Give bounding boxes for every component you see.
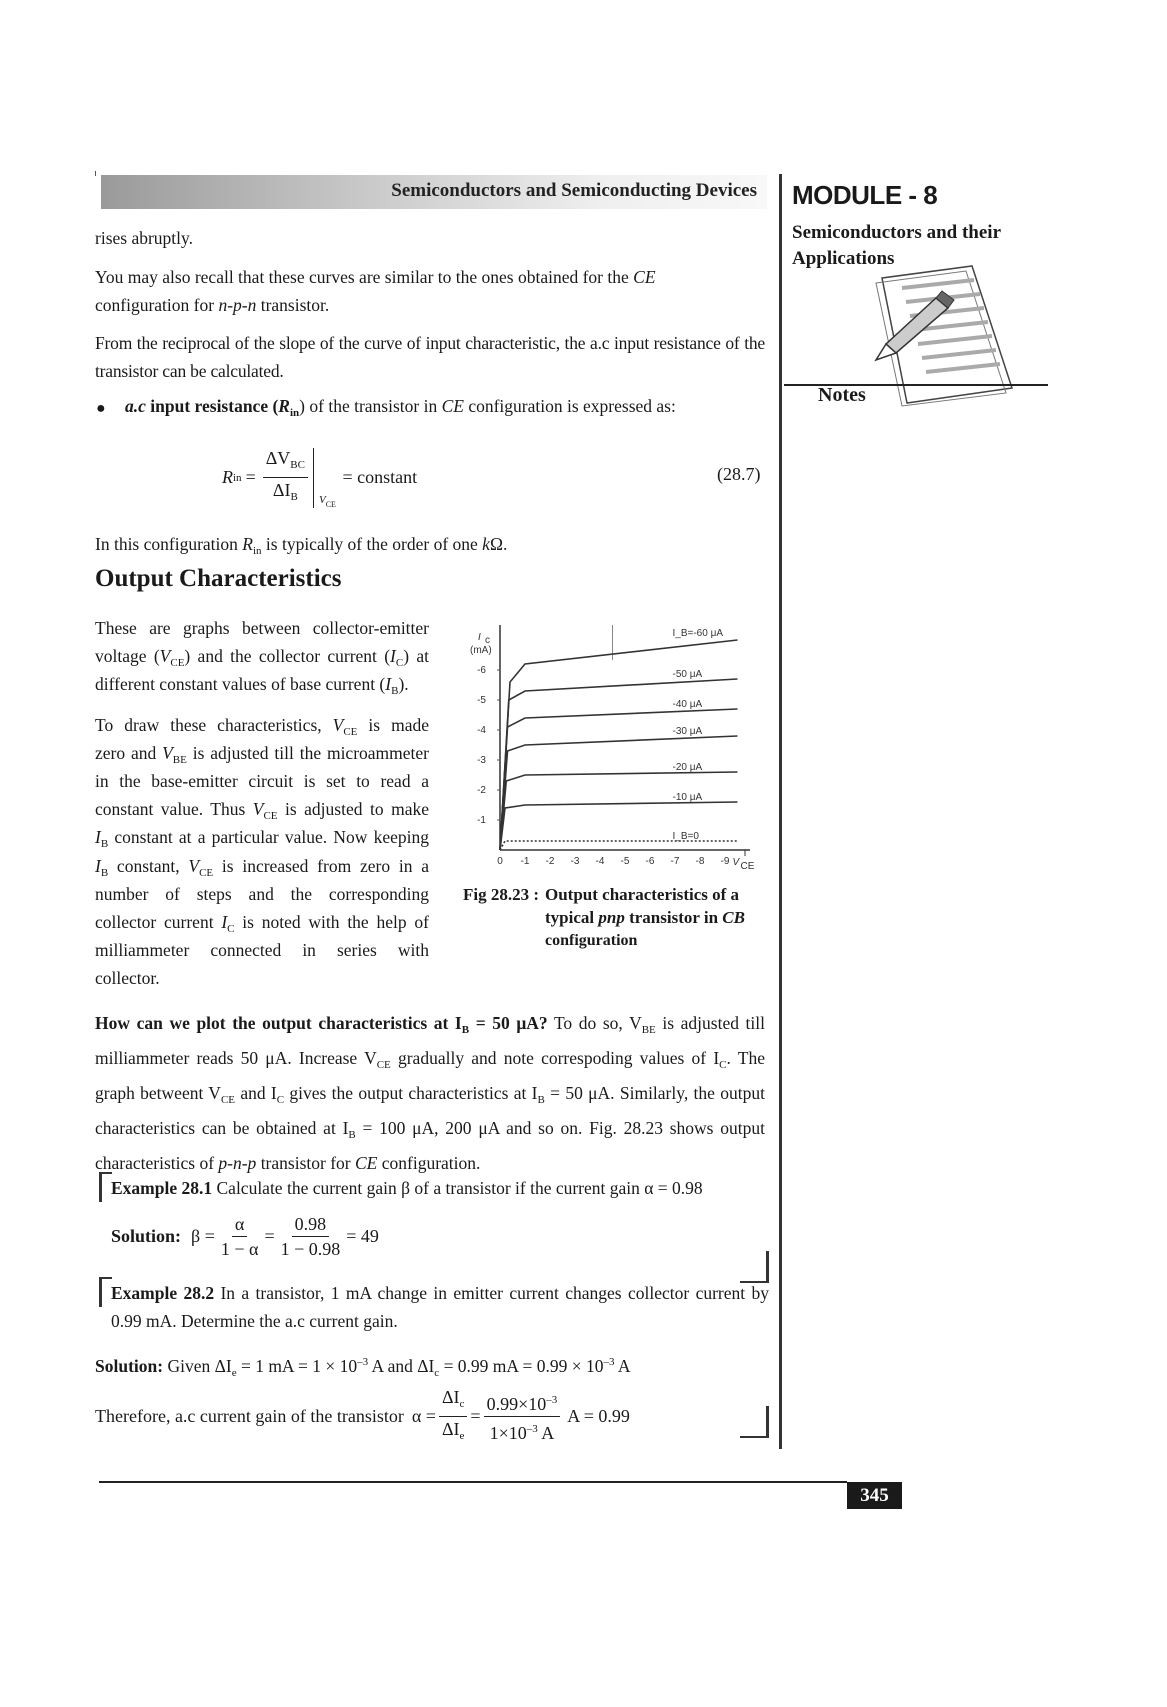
para-reciprocal: From the reciprocal of the slope of the curve of input characteristic, the a.c input resistance of the transistor can be calculated. xyxy=(95,333,765,381)
bullet-d: configuration is expressed as: xyxy=(463,396,676,416)
eq-r: R xyxy=(222,467,233,487)
solution-28-2-equation xyxy=(95,1385,630,1448)
x-tick-label: -2 xyxy=(545,856,555,867)
y-tick-label: -1 xyxy=(477,815,486,826)
series-label: -50 μA xyxy=(672,669,703,680)
series-label: -10 μA xyxy=(672,792,703,803)
y-tick-label: -6 xyxy=(477,665,486,676)
sol1-result: = 49 xyxy=(346,1226,379,1246)
figure-caption xyxy=(463,883,768,952)
footer-rule xyxy=(99,1481,847,1483)
bullet-r: R xyxy=(278,396,290,416)
running-header xyxy=(101,175,767,209)
column-gap xyxy=(95,699,429,711)
sol2-alpha: α = xyxy=(411,1406,436,1426)
series-label: -30 μA xyxy=(672,726,703,737)
header-mark xyxy=(95,171,96,176)
para-recall-b: configuration for xyxy=(95,295,219,315)
sol1-beta: β = xyxy=(191,1226,215,1246)
x-tick-label: -6 xyxy=(645,856,655,867)
sol2-frac2 xyxy=(484,1388,561,1445)
para-recall-c: transistor. xyxy=(256,295,330,315)
x-tick-label: -5 xyxy=(620,856,630,867)
p4-c: Ω. xyxy=(489,534,508,554)
example-28-1-label: Example 28.1 xyxy=(111,1178,213,1198)
eq-eval-bar xyxy=(313,448,336,509)
sol1-frac1 xyxy=(218,1212,262,1261)
p5-bold-sub: B xyxy=(461,1024,470,1036)
example-28-2-label: Example 28.2 xyxy=(111,1283,215,1303)
series-label: -40 μA xyxy=(672,699,703,710)
x-tick-label: -1 xyxy=(520,856,530,867)
column-line: number of steps and the corresponding xyxy=(95,883,429,904)
example-28-1-text: Calculate the current gain β of a transistor if the current gain α = 0.98 xyxy=(212,1178,703,1198)
eq-vce: V xyxy=(318,493,326,506)
sol2-text: Given $\Delta I_e = 1$ mA = $1 \times 10^{-3}$ A and $\Delta I_c = 0.99$ mA = $0.99 \times 10^{-3}$ A xyxy=(163,1356,631,1379)
solution-28-2 xyxy=(95,1348,775,1387)
column-line: zero and $V_{BE}$ is adjusted till the microammeter xyxy=(95,742,429,766)
output-char-column xyxy=(95,614,429,992)
column-line: in the base-emitter circuit is set to read a xyxy=(95,770,429,791)
p5-bold2: = 50 μA? xyxy=(469,1013,548,1033)
column-line: To draw these characteristics, $V_{CE}$ is made xyxy=(95,714,429,738)
column-line: $I_B$ constant, $V_{CE}$ is increased from zero in a xyxy=(95,855,429,879)
y-axis-unit: (mA) xyxy=(470,645,492,656)
sol2-den2: $1\times 10^{-3}$ A xyxy=(489,1423,555,1443)
bullet-b: input resistance ( xyxy=(145,396,279,416)
y-axis-label-sub: c xyxy=(485,635,490,646)
eq-vce-sub: CE xyxy=(325,499,336,509)
sol2-eq: = xyxy=(470,1406,481,1426)
fig-caption-line1: Output characteristics of a xyxy=(545,885,740,904)
y-tick-label: -3 xyxy=(477,755,486,766)
column-line: constant value. Thus $V_{CE}$ is adjusted to make xyxy=(95,799,429,823)
bullet-in: in xyxy=(289,407,300,419)
series-line xyxy=(500,802,738,850)
column-line: milliammeter connected in series with xyxy=(95,940,429,961)
para-plot-output xyxy=(95,1009,765,1177)
x-tick-label: -7 xyxy=(670,856,680,867)
p5-bold: How can we plot the output characteristics at I xyxy=(95,1013,462,1033)
fig-caption-pnp: pnp xyxy=(598,908,625,927)
para-recall-ce: CE xyxy=(633,267,656,287)
equation-28-7 xyxy=(222,446,417,509)
eq-fraction xyxy=(263,446,308,509)
column-line: different constant values of base current $(I_B)$. xyxy=(95,674,409,698)
series-label: I_B=0 xyxy=(672,831,699,842)
column-line: voltage $(V_{CE})$ and the collector current $(I_C)$ at xyxy=(95,646,429,670)
fig-caption-cb: CB xyxy=(722,908,745,927)
column-line: collector current $I_C$ is noted with the help of xyxy=(95,911,429,935)
equation-number: (28.7) xyxy=(717,464,761,484)
x-tick-label: -4 xyxy=(595,856,605,867)
p4-a: In this configuration xyxy=(95,534,243,554)
p5-rest: To do so, $V_{BE}$ is adjusted till milliammeter reads 50 μA. Increase $V_{CE}$ gradually and note correspoding values of $I_C$. The graph betweent $V_{CE}$ and $I_C$ gives the output characteristics at $I_B = 50$ μA. Similarly, the output characteristics can be obtained at $I_B = 100$ μA, 200 μA and so on. Fig. 28.23 shows output characteristics of p-n-p transistor for CE configuration. xyxy=(95,1013,766,1173)
series-label: I_B=-60 μA xyxy=(672,628,724,639)
sol2-den1: $\Delta I_e$ xyxy=(441,1419,465,1442)
sol2-num1: $\Delta I_c$ xyxy=(439,1385,467,1417)
para-recall-npn: n-p-n xyxy=(218,295,257,315)
p4-k: k xyxy=(482,534,490,554)
x-axis-label: V xyxy=(732,857,740,868)
bullet-ce: CE xyxy=(441,396,464,416)
solution-label: Solution: xyxy=(111,1226,182,1246)
fig-label: Fig 28.23 : xyxy=(463,885,540,904)
header-title: Semiconductors and Semiconducting Devices xyxy=(391,180,757,201)
p4-r: R xyxy=(242,534,253,554)
bullet-ac: a.c xyxy=(125,396,146,416)
x-tick-label: -9 xyxy=(720,856,730,867)
sol1-num1: α xyxy=(232,1212,247,1237)
series-line xyxy=(500,841,738,850)
sol1-eq: = xyxy=(264,1226,275,1246)
heading-output-characteristics: Output Characteristics xyxy=(95,565,342,592)
series-line xyxy=(500,772,738,850)
x-tick-label: -3 xyxy=(570,856,580,867)
para-rises: rises abruptly. xyxy=(95,228,194,248)
x-axis-label-sub: CE xyxy=(740,861,755,872)
sidebar-subtitle-line2: Applications xyxy=(792,248,895,269)
para-recall xyxy=(95,263,765,319)
eq-den: ΔI xyxy=(272,480,291,500)
x-tick-label: -8 xyxy=(695,856,705,867)
bullet-c: ) of the transistor in xyxy=(299,396,442,416)
bullet-dot: ● xyxy=(96,400,106,417)
notes-label: Notes xyxy=(818,384,866,406)
sol2-num2: $0.99\times 10^{-3}$ xyxy=(484,1388,561,1417)
eq-in: in xyxy=(233,471,242,484)
example-28-2-text: In a transistor, 1 mA change in emitter current changes collector current by 0.99 mA. Determine the a.c current gain. xyxy=(111,1283,769,1331)
eq-rhs: = constant xyxy=(342,467,418,487)
sol2-result: A = 0.99 xyxy=(567,1406,630,1426)
y-axis-label: I xyxy=(478,632,481,643)
fig-caption-2a: typical xyxy=(545,908,599,927)
module-label: MODULE - 8 xyxy=(792,180,938,210)
p4-b: is typically of the order of one xyxy=(261,534,483,554)
therefore-text: Therefore, a.c current gain of the transistor xyxy=(95,1406,404,1426)
column-line: These are graphs between collector-emitter xyxy=(95,618,429,638)
eq-num-sub: BC xyxy=(290,459,305,471)
solution2-label: Solution: xyxy=(95,1356,164,1376)
x-tick-label: 0 xyxy=(497,856,503,867)
p4-in: in xyxy=(252,545,262,557)
para-typical-rin xyxy=(95,530,507,565)
column-line: collector. xyxy=(95,968,160,989)
sol1-den1: 1 − α xyxy=(220,1239,259,1259)
sol1-num2: 0.98 xyxy=(292,1212,330,1237)
y-tick-label: -4 xyxy=(477,725,486,736)
sidebar-rule xyxy=(779,174,782,1449)
solution-28-1 xyxy=(111,1212,379,1261)
bullet-input-resistance xyxy=(125,392,775,427)
eq-num: ΔV xyxy=(265,448,291,468)
fig-caption-2b: transistor in xyxy=(624,908,723,927)
sidebar-subtitle-line1: Semiconductors and their xyxy=(792,222,1001,243)
sol1-frac2 xyxy=(278,1212,344,1261)
column-line: $I_B$ constant at a particular value. Now keeping xyxy=(95,827,429,851)
eq-equals: = xyxy=(245,467,256,487)
example-28-2 xyxy=(111,1279,769,1335)
page-number: 345 xyxy=(847,1482,902,1509)
y-tick-label: -2 xyxy=(477,785,486,796)
example-28-1 xyxy=(111,1174,771,1202)
example2-bracket-close xyxy=(740,1406,769,1438)
y-tick-label: -5 xyxy=(477,695,486,706)
eq-den-sub: B xyxy=(290,491,298,503)
sol2-frac1 xyxy=(439,1385,467,1448)
output-characteristics-chart xyxy=(460,620,770,880)
para-recall-a: You may also recall that these curves are similar to the ones obtained for the xyxy=(95,267,634,287)
sol1-den2: 1 − 0.98 xyxy=(280,1239,341,1259)
series-label: -20 μA xyxy=(672,762,703,773)
fig-caption-line3: configuration xyxy=(545,932,638,949)
